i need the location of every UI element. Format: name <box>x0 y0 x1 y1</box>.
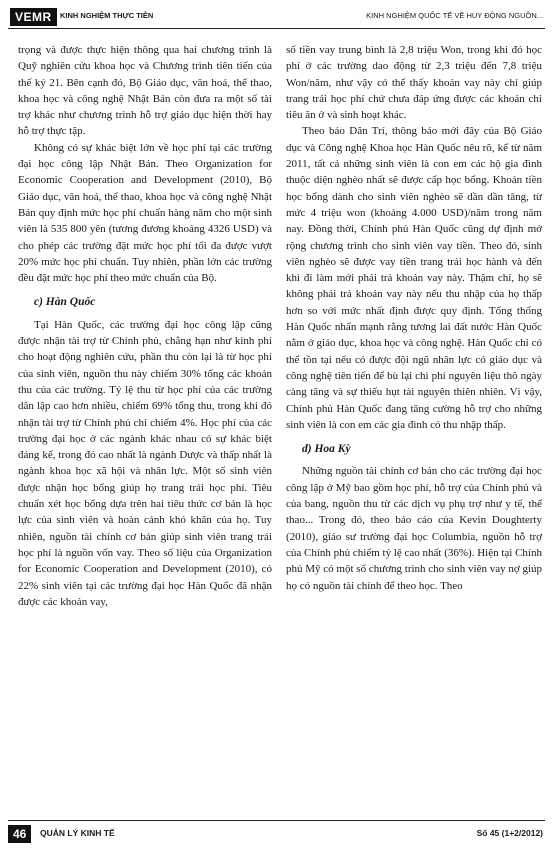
paragraph: Theo báo Dân Trí, thông báo mới đây của Bộ Giáo dục và Công nghệ Khoa học Hàn Quốc nêu rõ, kể từ năm 2011, tất cả những sinh viên là con em các hộ gia đình thuộc diện nghèo nhất sẽ được cấp học bổng. Khoản tiền học bổng dành cho sinh viên nghèo sẽ dần dần tăng, từ mức 4 triệu won (khoảng 4.000 USD)/năm trong năm nay. Đồng thời, Chính phủ Hàn Quốc cũng dự định mở rộng chương trình cho sinh viên vay tiền. Theo đó, sinh viên nghèo sẽ được vay tiền trang trải học hành và đến khi đi làm mới phải trả khoản vay này. Thậm chí, họ sẽ không phải trả khoản vay này nếu thu nhập của họ thấp hơn so với mức nhất định được quy định. Tổng thống Hàn Quốc nhấn mạnh rằng tương lai đất nước Hàn Quốc nằm ở giáo dục, khoa học và công nghệ. Hàn Quốc chỉ có thể tồn tại nếu có được đội ngũ nhân lực có giáo dục và công nghệ tiên tiến để bù lại chi phí nguyên liệu thô ngày càng tăng và sự thiếu hụt tài nguyên thiên nhiên. Vì vậy, Chính phủ Hàn Quốc đang tăng cường hỗ trợ cho những sinh viên là con em các gia đình có thu nhập thấp. <box>286 125 542 431</box>
paragraph: Những nguồn tài chính cơ bản cho các trường đại học công lập ở Mỹ bao gồm học phí, hỗ trợ của Chính phủ và của bang, nguồn thu từ các dịch vụ phụ trợ như y tế, thể thao... Trong đó, theo báo cáo của Kevin Doughterty (2010), giáo sư trường đại học Columbia, nguồn hỗ trợ của Chính phủ chiếm tỷ lệ cao nhất (36%). Hiện tại Chính phủ Mỹ có một số chương trình cho sinh viên vay nợ giúp họ có nguồn tài chính để theo học. Theo <box>286 465 542 592</box>
page-footer <box>8 820 545 843</box>
page-number: 46 <box>8 825 31 843</box>
issue-number: Số 45 (1+2/2012) <box>476 828 543 838</box>
section-heading: d) Hoa Kỳ <box>302 443 351 456</box>
article-running-title: KINH NGHIỆM QUỐC TẾ VỀ HUY ĐỘNG NGUỒN... <box>366 11 543 20</box>
paragraph: Tại Hàn Quốc, các trường đại học công lập cũng được nhận tài trợ từ Chính phủ, chẳng hạn như kinh phí cho hoạt động nghiên cứu, phần thu còn lại là từ học phí của sinh viên, nguồn thu này chiếm 30% tổng các khoản thu của các trường. Tỷ lệ thu từ học phí của các trường dân lập cao hơn nhiều, chiếm 69% tổng thu, trong khi đó nhận tài trợ từ Chính phủ chỉ chiếm 4%. Học phí của các trường đại học ở các ngành khác nhau có sự khác biệt đáng kể, trong đó cao nhất là ngành Dược và thấp nhất là ngành khoa học xã hội và nhân lực. Một số sinh viên được nhận học bổng giúp họ trang trải học phí. Tiêu chuẩn xét học bổng dựa trên hai tiêu thức cơ bản là học lực của sinh viên và hoàn cảnh khó khăn của họ. Tuy nhiên, nguồn tài chính cơ bản giúp sinh viên trang trải học phí là nguồn vốn vay. Theo số liệu của Organization for Economic Cooperation and Development (2010), có 22% sinh viên tại các trường đại học Hàn Quốc đã nhận được các khoản vay, <box>18 318 272 608</box>
page-header <box>8 6 545 29</box>
journal-logo: VEMR <box>10 8 57 26</box>
section-heading: c) Hàn Quốc <box>34 296 96 309</box>
paragraph: Không có sự khác biệt lớn về học phí tại các trường đại học công lập Nhật Bản. Theo Organization for Economic Cooperation and Development (2010), Bộ Giáo dục, văn hoá, thể thao, khoa học và công nghệ Nhật Bản quy định mức học phí chuẩn hàng năm cho một sinh viên là 535 800 yên (tương đương khoảng 4326 USD) và cho phép các trường đặt mức học phí tối đa được vượt 20% mức học phí chuẩn. Tuy nhiên, phần lớn các trường đều đặt mức học phí theo mức chuẩn của Bộ. <box>18 141 272 285</box>
right-column <box>286 42 542 594</box>
section-title: KINH NGHIỆM THỰC TIỄN <box>60 11 154 20</box>
journal-name: QUẢN LÝ KINH TẾ <box>40 828 115 838</box>
left-column <box>18 42 272 610</box>
paragraph: trọng và được thực hiện thông qua hai chương trình là Quỹ nghiên cứu khoa học và Chương trình tiên tiến của thế kỷ 21. Bên cạnh đó, Bộ Giáo dục, văn hoá, thể thao, khoa học và công nghệ Nhật Bản còn đưa ra một số tài trợ khác như chương trình hỗ trợ giáo dục hiện thời hay hỗ trợ thực tập. <box>18 44 272 138</box>
paragraph: số tiền vay trung bình là 2,8 triệu Won, trong khi đó học phí ở các trường dao động từ 2,3 triệu đến 7,8 triệu Won/năm, như vậy có thể thấy khoản vay này chỉ giúp trang trải học phí chứ chưa đáp ứng được các khoản chi tiêu ăn ở và sinh hoạt khác. <box>286 44 542 122</box>
